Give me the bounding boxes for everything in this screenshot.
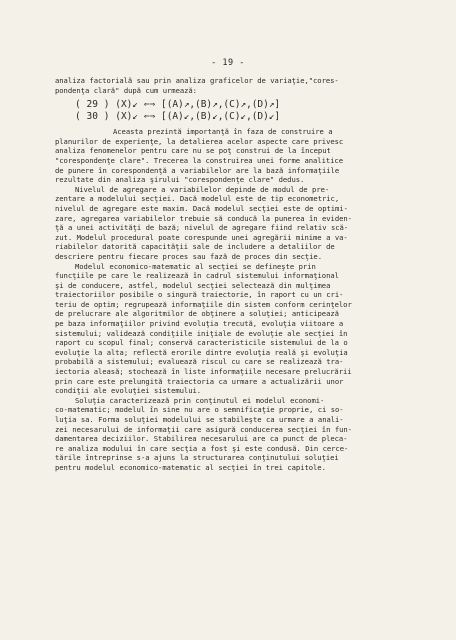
text-line: zentare a modelului secţiei. Dacă modelul este de tip econometric, <box>55 194 340 204</box>
text-line: pentru modelul economico-matematic al secţiei în trei capitole. <box>55 462 326 472</box>
text-line: damentarea deciziilor. Stabilirea necesarului are ca punct de pleca- <box>55 434 348 444</box>
text-line: co-matematic; modelul în sine nu are o semnificaţie proprie, ci so- <box>55 405 344 415</box>
text-line: Nivelul de agregare a variabilelor depinde de modul de pre- <box>75 184 330 194</box>
text-line: probabilă a sistemului; evaluează riscul cu care se realizează tra- <box>55 357 344 367</box>
text-line: tările întreprinse s-a ajuns la structurarea conţinutului soluţiei <box>55 453 339 463</box>
text-line: luţia sa. Forma soluţiei modelului se stabileşte ca urmare a anali- <box>55 415 344 424</box>
formula-line: ( 29 ) (X)↙ ⇐⇒ [(A)↗,(B)↗,(C)↗,(D)↗] <box>75 99 281 111</box>
text-line: Aceasta prezintă importanţă în faza de construire a <box>113 127 333 137</box>
text-line: ţă a unei activităţi de bază; nivelul de agregare fiind relativ scă- <box>55 223 349 233</box>
text-line: zare, agregarea variabilelor trebuie să conducă la punerea în eviden- <box>55 213 352 223</box>
text-line: funcţiile pe care le realizează în cadrul sistemului informaţional <box>55 271 339 281</box>
text-line: "corespondenţe clare". Trecerea la construirea unei forme analitice <box>55 155 343 165</box>
text-line: re analiza modului în care secţia a fost şi este condusă. Din cerce- <box>55 443 349 453</box>
text-line: pondenţa clară" după cum urmează: <box>55 85 197 95</box>
text-line: Soluţia caracterizează prin conţinutul ei modelul economi- <box>75 395 325 405</box>
page-number: - 19 - <box>211 58 245 68</box>
text-line: condiţii ale evoluţiei sistemului. <box>55 386 202 396</box>
text-line: prin care este prelungită traiectoria ca urmare a actualizării unor <box>55 376 344 386</box>
text-line: analiza factorială sau prin analiza graficelor de variaţie,"cores- <box>55 76 339 85</box>
text-line: sistemului; validează condiţiile iniţiale de evoluţie ale secţiei în <box>55 328 348 338</box>
text-line: iectoria aleasă; stochează în liste informaţiile necesare prelucrării <box>55 367 352 377</box>
text-line: rezultate din analiza şirului "corespondenţe clare" dedus. <box>55 175 305 185</box>
body-text <box>55 76 417 473</box>
text-line: de prelucrare ale algoritmilor de obţinere a soluţiei; anticipează <box>55 309 339 319</box>
text-line: evoluţie la alta; reflectă erorile dintre evoluţia reală şi evoluţia <box>55 347 348 357</box>
text-line: planurilor de experienţe, la detalierea acelor aspecte care privesc <box>55 136 344 146</box>
text-line: riabilelor datorită capacităţii sale de includere a detaliilor de <box>55 242 335 252</box>
text-line: analiza fenomenelor pentru care nu se poţ construi de la început <box>55 146 331 156</box>
text-line: de punere în corespondenţă a variabilelor are la bază informaţiile <box>55 165 340 175</box>
formula-line: ( 30 ) (X)↙ ⇐⇒ [(A)↙,(B)↙,(C)↙,(D)↙] <box>75 111 281 123</box>
text-line: pe baza informaţiilor privind evoluţia trecută, evoluţia viitoare a <box>55 319 344 329</box>
text-line: traiectoriilor posibile o singură traiectorie, în raport cu un cri- <box>55 290 344 300</box>
text-line: teriu de optim; regrupează informaţiile din sistem conform cerinţelor <box>55 299 352 309</box>
text-line: şi de conducere, astfel, modelul secţiei selectează din mulţimea <box>55 280 331 290</box>
text-line: Modelul economico-matematic al secţiei se defineşte prin <box>75 261 316 271</box>
text-line: zut. Modelul procedural poate corespunde unei agregării minime a va- <box>55 232 348 242</box>
text-line: raport cu scopul final; conservă caracteristicile sistemului de la o <box>55 338 348 348</box>
text-line: zei necesarului de informaţii care asigură conducerea secţiei în fun- <box>55 424 352 434</box>
text-line: descriere pentru fiecare proces sau fază de proces din secţie. <box>55 251 322 261</box>
text-line: nivelul de agregare este maxim. Dacă modelul secţiei este de optimi- <box>55 203 348 213</box>
